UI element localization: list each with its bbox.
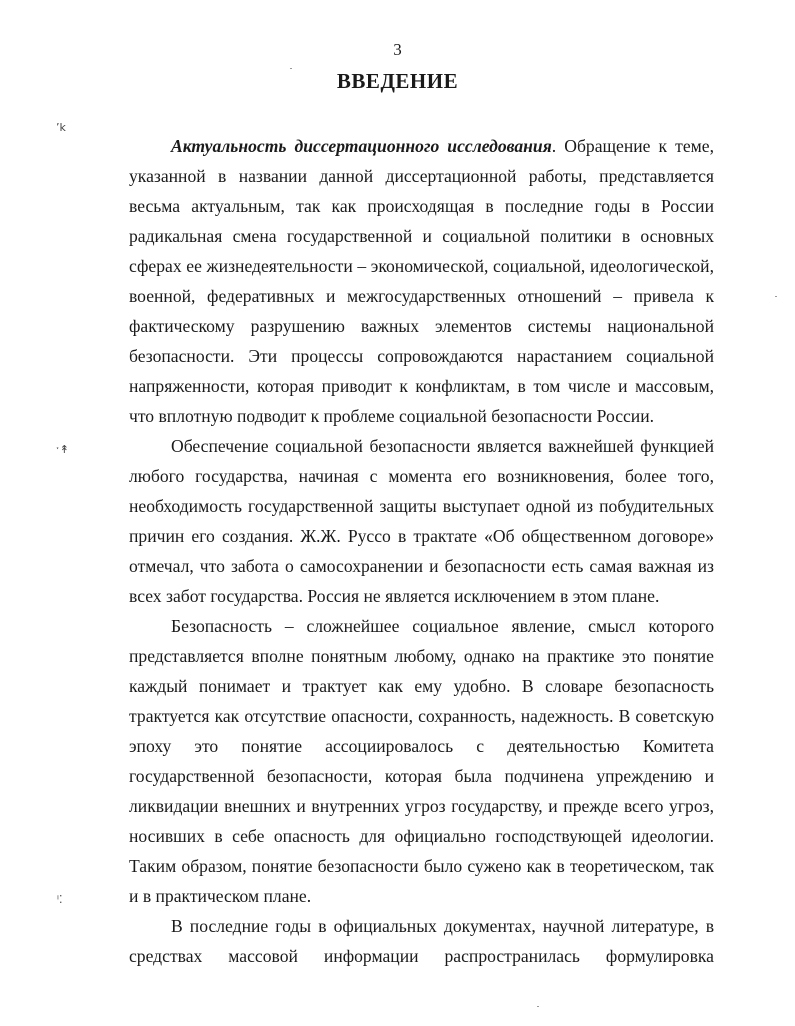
lead-phrase: Актуальность диссертационного исследования [171, 136, 552, 156]
paragraph-recent-years: В последние годы в официальных документах, научной литературе, в средствах массовой информации распространилась формулировка [129, 916, 714, 966]
scan-margin-mark: ˑ↟ [56, 443, 69, 456]
scan-margin-mark: ⁱ⁚ [57, 893, 63, 906]
page-number: 3 [393, 40, 402, 59]
paragraph-text: . Обращение к теме, указанной в названии данной диссертационной работы, представляется весьма актуальным, так как происходящая в последние годы в России радикальная смена государственной и социальной политики в основных сферах ее жизнедеятельности – экономической, социальной, идеологической, военной, федеративных и межгосударственных отношений – привела к фактическому разрушению важных элементов системы национальной безопасности. Эти процессы сопровождаются нарастанием социальной напряженности, которая приводит к конфликтам, в том числе и массовым, что вплотную подводит к проблеме социальной безопасности России. [129, 136, 714, 426]
paragraph-relevance [129, 131, 714, 431]
paragraph-state-function: Обеспечение социальной безопасности является важнейшей функцией любого государства, начиная с момента его возникновения, более того, необходимость государственной защиты выступает одной из побудительных причин его создания. Ж.Ж. Руссо в трактате «Об общественном договоре» отмечал, что забота о самосохранении и безопасности есть самая важная из всех забот государства. Россия не является исключением в этом плане. [129, 436, 714, 606]
scan-speck [537, 1006, 539, 1007]
scan-margin-mark: ʼk [56, 121, 66, 134]
page-title: ВВЕДЕНИЕ [336, 69, 459, 93]
scan-speck [290, 68, 292, 69]
body-text [129, 131, 714, 971]
paragraph-security-definition: Безопасность – сложнейшее социальное явление, смысл которого представляется вполне понятным любому, однако на практике это понятие каждый понимает и трактует как ему удобно. В словаре безопасность трактуется как отсутствие опасности, сохранность, надежность. В советскую эпоху это понятие ассоциировалось с деятельностью Комитета государственной безопасности, которая была подчинена упреждению и ликвидации внешних и внутренних угроз государству, и прежде всего угроз, носивших в себе опасность для официально господствующей идеологии. Таким образом, понятие безопасности было сужено как в теоретическом, так и в практическом плане. [129, 616, 714, 906]
scan-speck [775, 296, 777, 297]
